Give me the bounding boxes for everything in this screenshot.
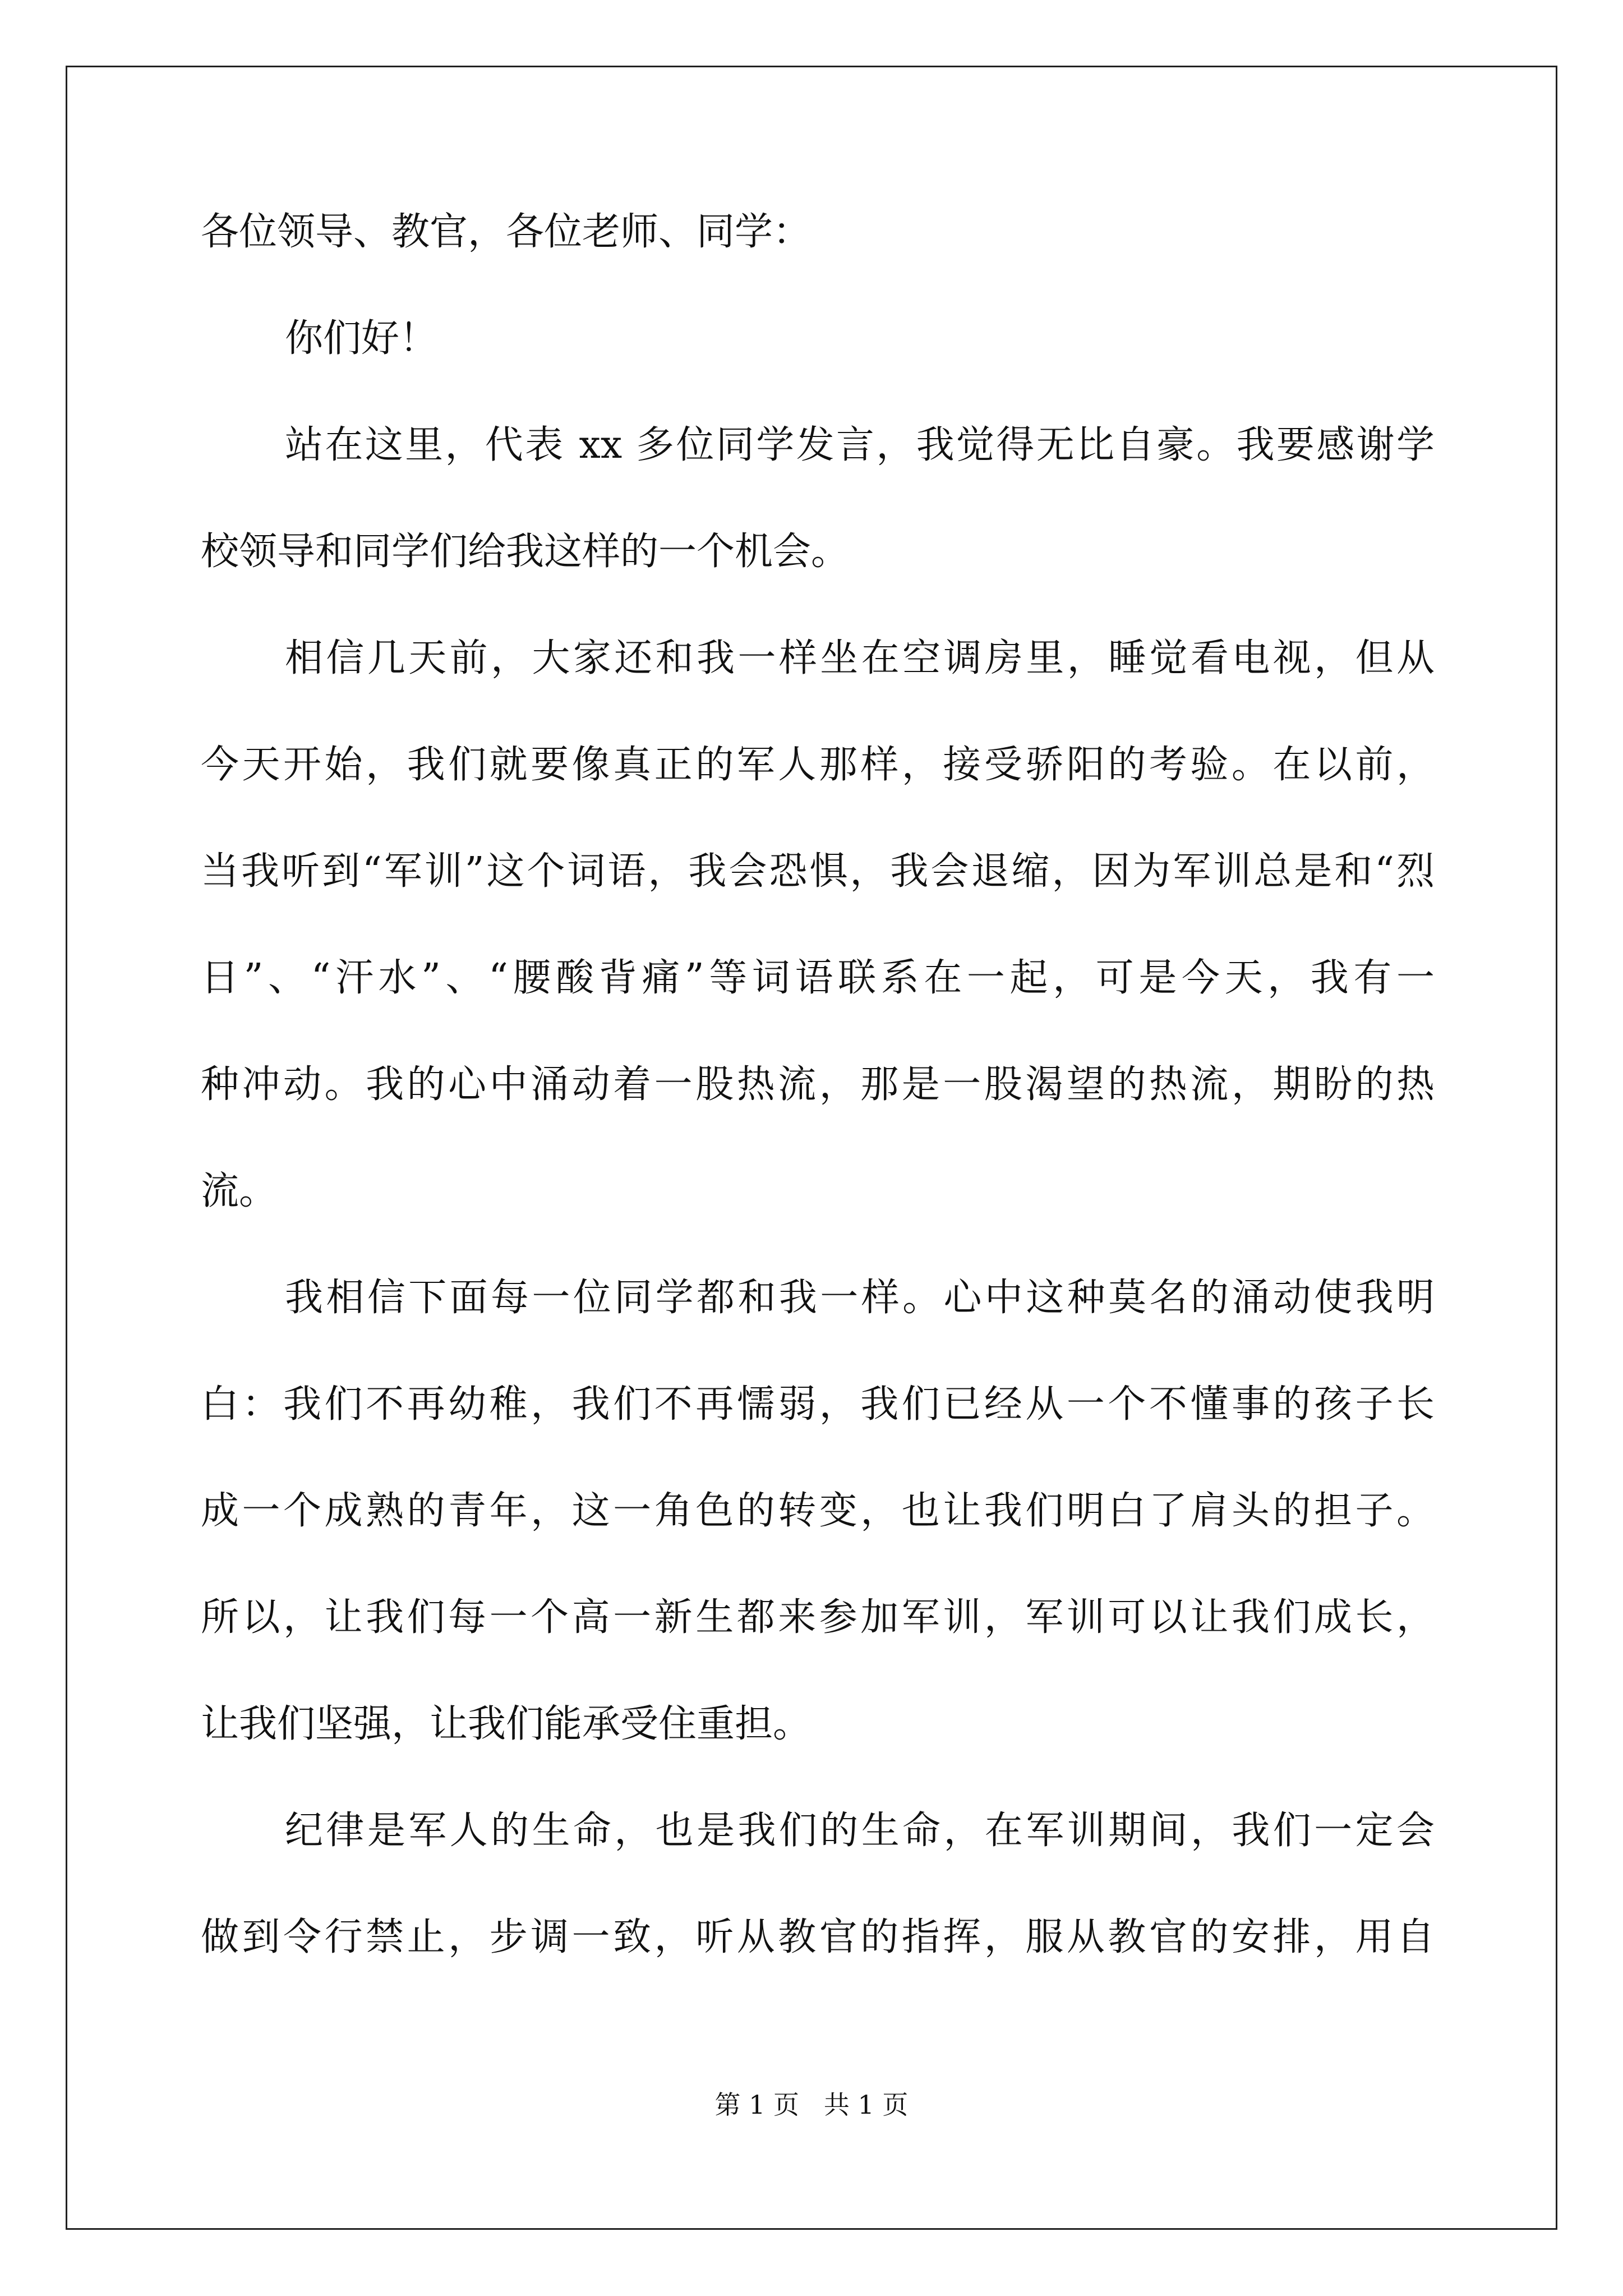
paragraph-2-line-6: 流。	[201, 1169, 278, 1213]
greeting-line: 你们好！	[285, 316, 438, 361]
document-body	[201, 210, 1435, 2025]
salutation-line: 各位领导、教官，各位老师、同学：	[201, 210, 811, 254]
paragraph-3-line-4: 所以，让我们每一个高一新生都来参加军训，军训可以让我们成长，	[201, 1595, 1435, 1640]
paragraph-3-line-2: 白：我们不再幼稚，我们不再懦弱，我们已经从一个不懂事的孩子长	[201, 1382, 1435, 1427]
paragraph-3-line-1: 我相信下面每一位同学都和我一样。心中这种莫名的涌动使我明	[285, 1276, 1435, 1320]
page-number-footer: 第 1 页 共 1 页	[714, 2090, 909, 2120]
paragraph-4-line-2: 做到令行禁止，步调一致，听从教官的指挥，服从教官的安排，用自	[201, 1915, 1435, 1959]
paragraph-2-line-1: 相信几天前，大家还和我一样坐在空调房里，睡觉看电视，但从	[285, 636, 1435, 680]
paragraph-2-line-4: 日”、“汗水”、“腰酸背痛”等词语联系在一起，可是今天，我有一	[201, 956, 1435, 1000]
paragraph-2-line-3: 当我听到“军训”这个词语，我会恐惧，我会退缩，因为军训总是和“烈	[201, 849, 1435, 894]
paragraph-4-line-1: 纪律是军人的生命，也是我们的生命，在军训期间，我们一定会	[285, 1809, 1435, 1853]
paragraph-2-line-5: 种冲动。我的心中涌动着一股热流，那是一股渴望的热流，期盼的热	[201, 1062, 1435, 1107]
paragraph-2-line-2: 今天开始，我们就要像真正的军人那样，接受骄阳的考验。在以前，	[201, 743, 1435, 787]
paragraph-3-line-5: 让我们坚强，让我们能承受住重担。	[201, 1702, 811, 1746]
paragraph-1-line-1: 站在这里，代表 xx 多位同学发言，我觉得无比自豪。我要感谢学	[285, 423, 1435, 467]
paragraph-3-line-3: 成一个成熟的青年，这一角色的转变，也让我们明白了肩头的担子。	[201, 1489, 1435, 1533]
paragraph-1-line-2: 校领导和同学们给我这样的一个机会。	[201, 530, 850, 574]
